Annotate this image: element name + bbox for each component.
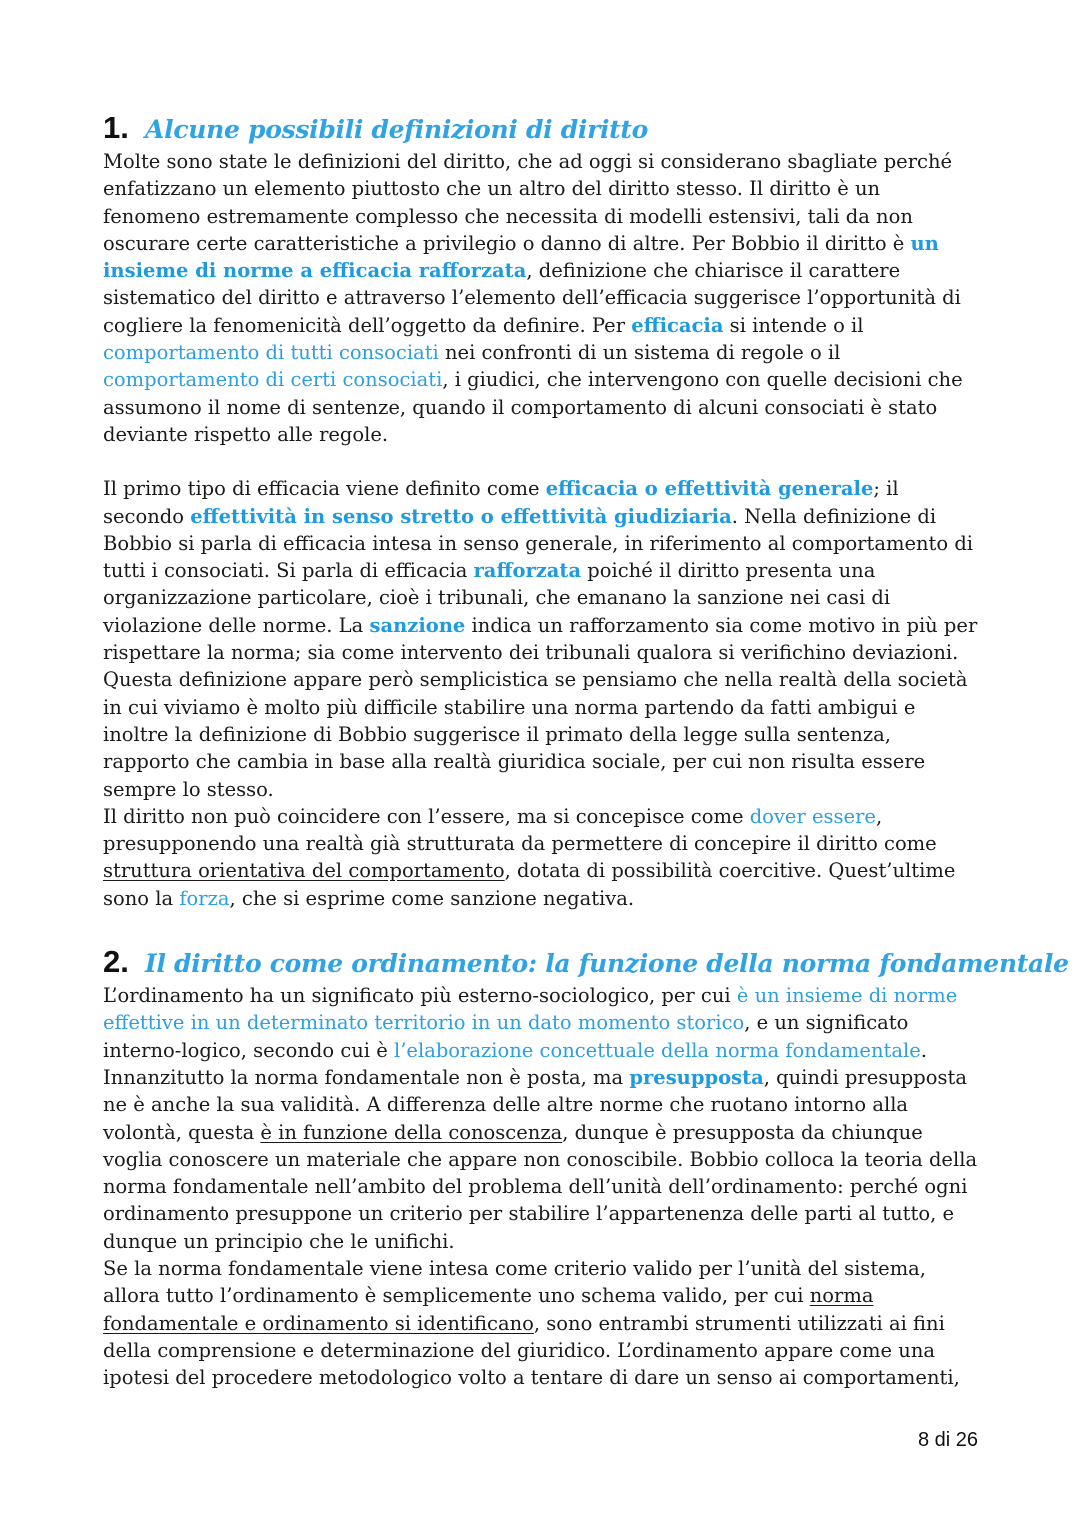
section-1-number: 1. bbox=[103, 110, 129, 145]
section-2-paragraph-2: Innanzitutto la norma fondamentale non è posta, ma presupposta, quindi presupposta ne è anche la sua validità. A differenza delle altre norme che ruotano intorno alla volontà, questa è in funzione della conoscenza, dunque è presupposta da chiunque voglia conoscere un materiale che appare non conoscibile. Bobbio colloca la teoria della norma fondamentale nell’ambito del problema dell’unità dell’ordinamento: perché ogni ordinamento presuppone un criterio per stabilire l’appartenenza delle parti al tutto, e dunque un principio che le unifichi. bbox=[103, 1065, 978, 1253]
section-2-number: 2. bbox=[103, 944, 129, 980]
section-1-paragraph-3: Questa definizione appare però semplicistica se pensiamo che nella realtà della società in cui viviamo è molto più difficile stabilire una norma partendo da fatti ambigui e inoltre la definizione di Bobbio suggerisce il primato della legge sulla sentenza, rapporto che cambia in base alla realtà giuridica sociale, per cui non risulta essere sempre lo stesso. bbox=[103, 668, 968, 801]
keyword-efficacia-generale: efficacia o effettività generale bbox=[545, 477, 874, 501]
keyword-insieme-di-norme: un insieme di norme a efficacia rafforzata bbox=[103, 231, 939, 283]
highlight-comportamento-certi: comportamento di certi consociati bbox=[103, 368, 443, 392]
keyword-sanzione: sanzione bbox=[369, 613, 466, 637]
keyword-presupposta: presupposta bbox=[629, 1065, 764, 1089]
highlight-forza: forza bbox=[179, 886, 230, 910]
section-2-title bbox=[103, 942, 1069, 982]
highlight-elaborazione-concettuale: l’elaborazione concettuale della norma fondamentale bbox=[393, 1038, 921, 1062]
highlight-insieme-norme-effettive: è un insieme di norme effettive in un determinato territorio in un dato momento storico bbox=[103, 984, 958, 1035]
section-2-paragraph-1: L’ordinamento ha un significato più esterno-sociologico, per cui è un insieme di norme effettive in un determinato territorio in un dato momento storico, e un significato interno-logico, secondo cui è l’elaborazione concettuale della norma fondamentale. bbox=[103, 984, 958, 1062]
paragraph-gap bbox=[103, 448, 983, 475]
section-1-paragraph-1: Molte sono state le definizioni del diritto, che ad oggi si considerano sbagliate perché enfatizzano un elemento piuttosto che un altro del diritto stesso. Il diritto è un fenomeno estremamente complesso che necessita di modelli estensivi, tali da non oscurare certe caratteristiche a privilegio o danno di altre. Per Bobbio il diritto è un insieme di norme a efficacia rafforzata, definizione che chiarisce il carattere sistematico del diritto e attraverso l’elemento dell’efficacia suggerisce l’opportunità di cogliere la fenomenicità dell’oggetto da definire. Per efficacia si intende o il comportamento di tutti consociati nei confronti di un sistema di regole o il comportamento di certi consociati, i giudici, che intervengono con quelle decisioni che assumono il nome di sentenze, quando il comportamento di alcuni consociati è stato deviante rispetto alle regole. bbox=[103, 150, 963, 446]
keyword-effettivita-giudiziaria: effettività in senso stretto o effettività giudiziaria bbox=[190, 504, 732, 528]
document-page bbox=[103, 108, 1069, 1391]
section-gap bbox=[103, 912, 983, 942]
underline-struttura-orientativa: struttura orientativa del comportamento bbox=[103, 859, 505, 883]
keyword-rafforzata: rafforzata bbox=[473, 559, 582, 583]
section-1-paragraph-4: Il diritto non può coincidere con l’essere, ma si concepisce come dover essere, presupponendo una realtà già strutturata da permettere di concepire il diritto come struttura orientativa del comportamento, dotata di possibilità coercitive. Quest’ultime sono la forza, che si esprime come sanzione negativa. bbox=[103, 804, 956, 910]
highlight-comportamento-tutti: comportamento di tutti consociati bbox=[103, 341, 439, 365]
page-number: 8 di 26 bbox=[917, 1429, 978, 1451]
underline-funzione-conoscenza: è in funzione della conoscenza bbox=[260, 1120, 563, 1144]
section-1-paragraph-2: Il primo tipo di efficacia viene definito come efficacia o effettività generale; il secondo effettività in senso stretto o effettività giudiziaria. Nella definizione di Bobbio si parla di efficacia intesa in senso generale, in riferimento al comportamento di tutti i consociati. Si parla di efficacia rafforzata poiché il diritto presenta una organizzazione particolare, cioè i tribunali, che emanano la sanzione nei casi di violazione delle norme. La sanzione indica un rafforzamento sia come motivo in più per rispettare la norma; sia come intervento dei tribunali qualora si verifichino deviazioni. bbox=[103, 477, 978, 665]
section-2-paragraph-3: Se la norma fondamentale viene intesa come criterio valido per l’unità del sistema, allora tutto l’ordinamento è semplicemente uno schema valido, per cui norma fondamentale e ordinamento si identificano, sono entrambi strumenti utilizzati ai fini della comprensione e determinazione del giuridico. L’ordinamento appare come una ipotesi del procedere metodologico volto a tentare di dare un senso ai comportamenti, bbox=[103, 1256, 960, 1390]
section-1-heading: Alcune possibili definizioni di diritto bbox=[145, 115, 649, 144]
highlight-dover-essere: dover essere bbox=[749, 804, 876, 828]
section-1-title bbox=[103, 108, 983, 148]
underline-norma-ordinamento: norma fondamentale e ordinamento si identificano bbox=[103, 1284, 874, 1335]
keyword-efficacia: efficacia bbox=[631, 313, 724, 337]
section-2-heading: Il diritto come ordinamento: la funzione della norma fondamentale bbox=[145, 949, 1069, 979]
